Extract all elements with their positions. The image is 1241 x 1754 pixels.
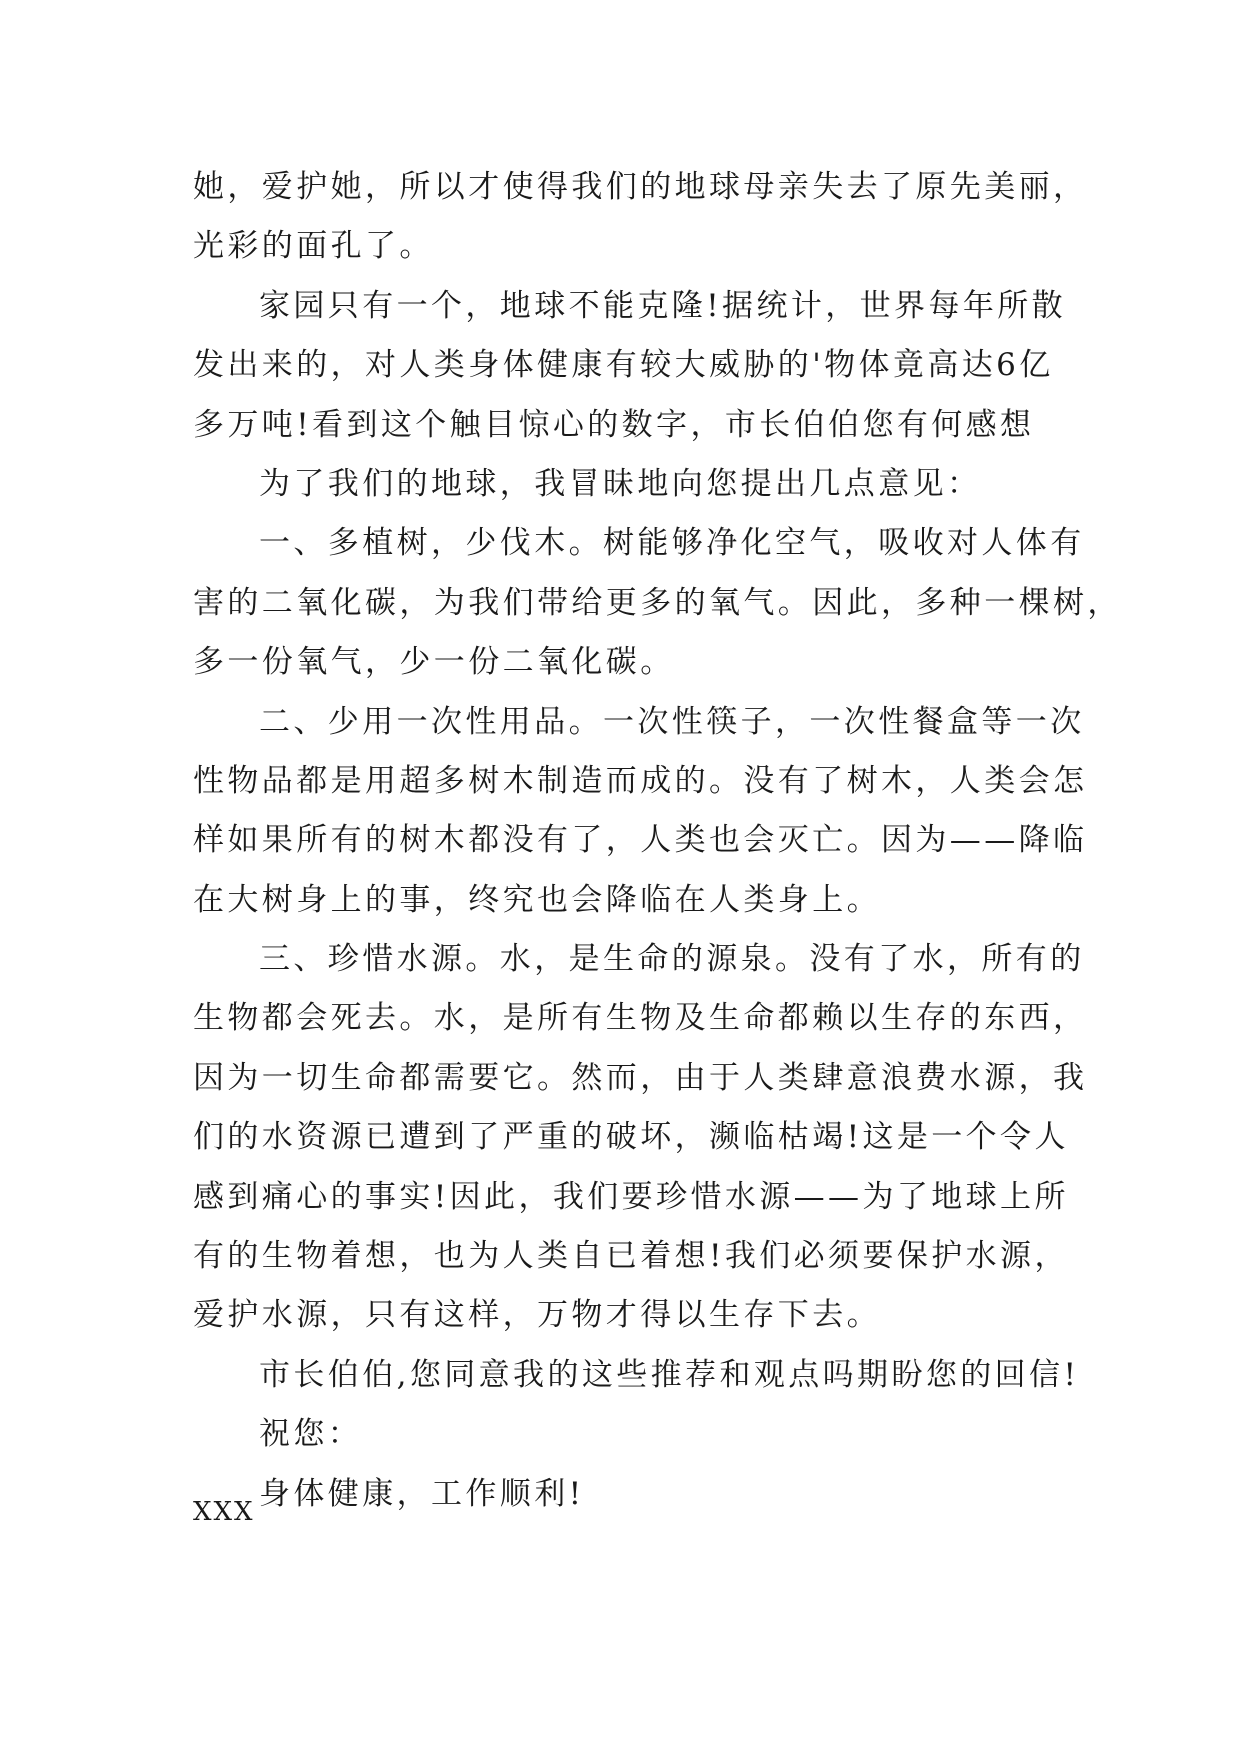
text-line: 爱护水源，只有这样，万物才得以生存下去。 (193, 1297, 881, 1334)
text-line: 害的二氧化碳，为我们带给更多的氧气。因此，多种一棵树， (193, 584, 1122, 621)
text-line: 家园只有一个，地球不能克隆!据统计，世界每年所散 (259, 287, 1067, 324)
text-line: 多一份氧气，少一份二氧化碳。 (193, 644, 675, 681)
text-line: 二、少用一次性用品。一次性筷子，一次性餐盒等一次 (259, 703, 1085, 740)
text-line: 因为一切生命都需要它。然而，由于人类肆意浪费水源，我 (193, 1059, 1088, 1096)
letter-body (193, 158, 1122, 1524)
text-line: 样如果所有的树木都没有了，人类也会灭亡。因为——降临 (193, 822, 1088, 859)
text-line: 一、多植树，少伐木。树能够净化空气，吸收对人体有 (259, 525, 1085, 562)
signature: XXX (193, 1497, 255, 1527)
text-line: 三、珍惜水源。水，是生命的源泉。没有了水，所有的 (259, 941, 1085, 978)
text-line: 有的生物着想，也为人类自已着想!我们必须要保护水源， (193, 1238, 1069, 1275)
text-line: 感到痛心的事实!因此，我们要珍惜水源——为了地球上所 (193, 1178, 1069, 1215)
text-line: 市长伯伯,您同意我的这些推荐和观点吗期盼您的回信! (259, 1356, 1080, 1393)
text-line: 生物都会死去。水，是所有生物及生命都赖以生存的东西， (193, 1000, 1088, 1037)
text-line: 在大树身上的事，终究也会降临在人类身上。 (193, 881, 881, 918)
text-line: 为了我们的地球，我冒昧地向您提出几点意见： (259, 465, 982, 502)
text-line: 多万吨!看到这个触目惊心的数字，市长伯伯您有何感想 (193, 406, 1035, 443)
text-line: 身体健康，工作顺利! (259, 1475, 585, 1512)
text-line: 性物品都是用超多树木制造而成的。没有了树木，人类会怎 (193, 762, 1088, 799)
text-line: 发出来的，对人类身体健康有较大威胁的'物体竟高达6亿 (193, 347, 1054, 384)
text-line: 她，爱护她，所以才使得我们的地球母亲失去了原先美丽， (193, 169, 1088, 205)
text-line: 光彩的面孔了。 (193, 228, 434, 265)
text-line: 祝您： (259, 1416, 363, 1453)
text-line: 们的水资源已遭到了严重的破坏，濒临枯竭!这是一个令人 (193, 1119, 1069, 1156)
